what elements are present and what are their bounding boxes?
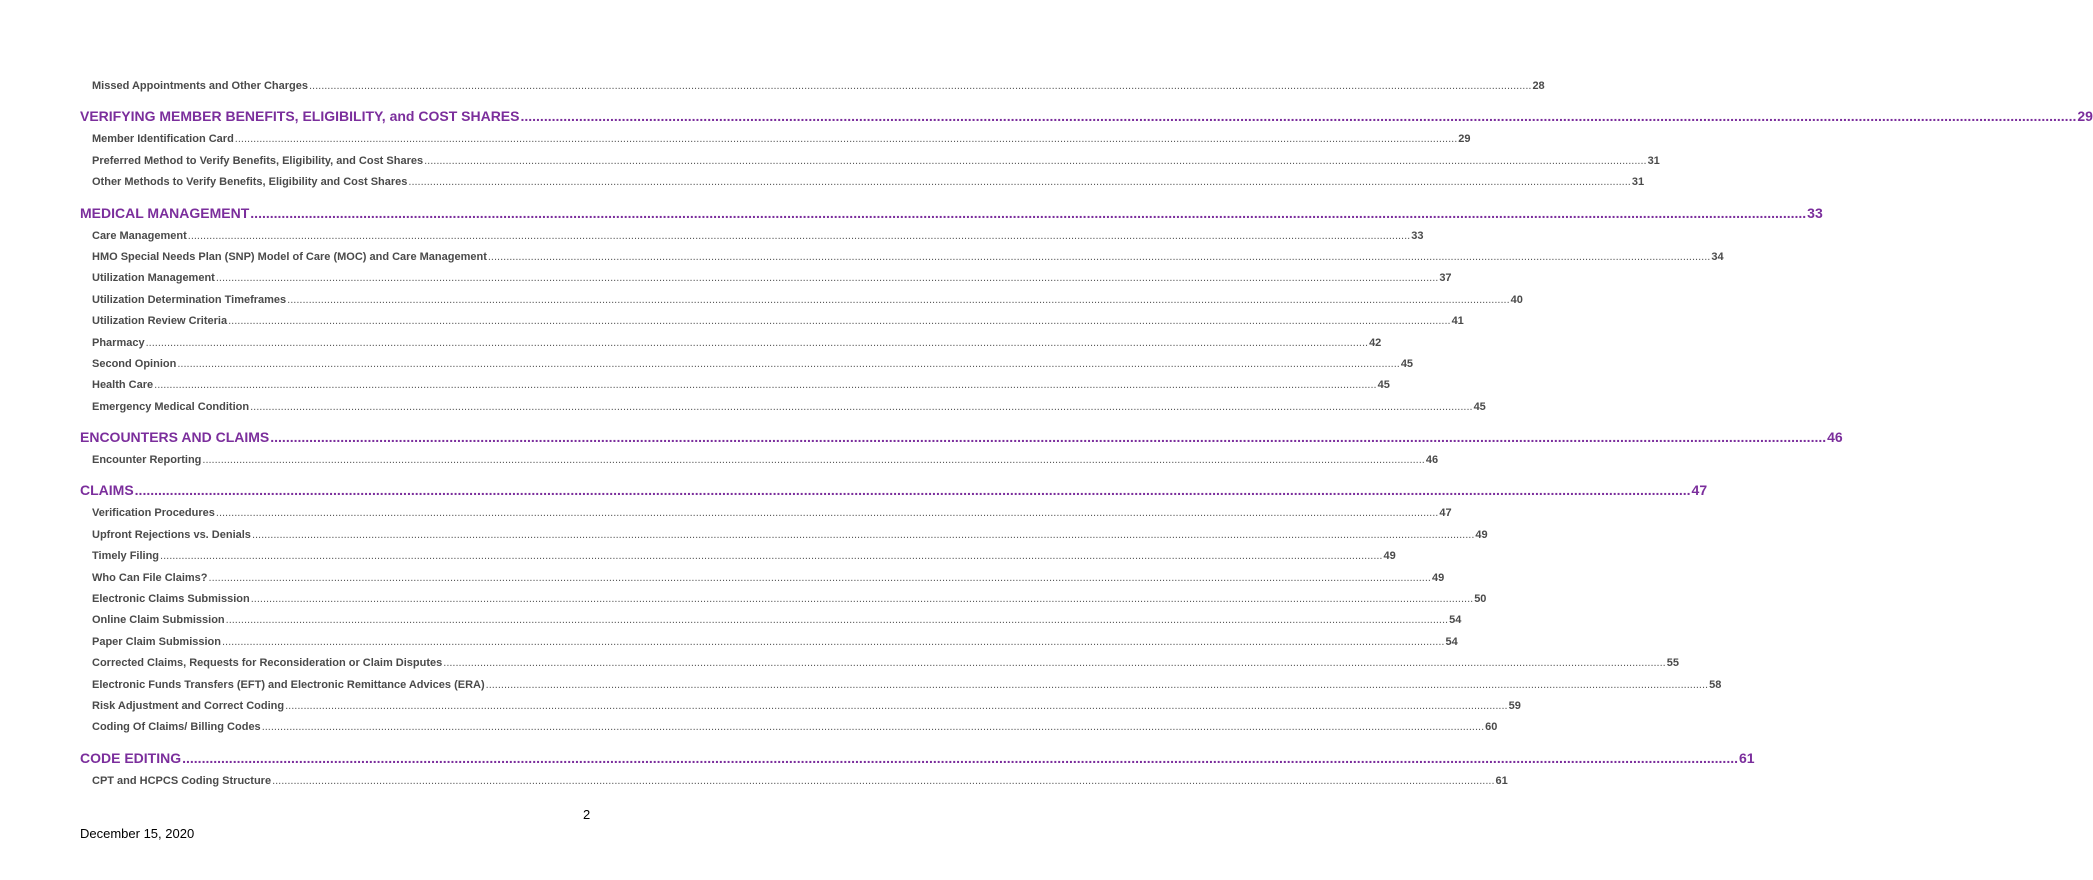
toc-entry-page: 31 xyxy=(1647,154,1660,167)
dot-leader: ................................................................................................................................................................................................................................................................................................................................................................................................................ xyxy=(287,293,1510,306)
toc-entry-page: 42 xyxy=(1369,336,1382,349)
toc-entry-page: 54 xyxy=(1449,614,1462,627)
toc-entry-page: 50 xyxy=(1474,593,1487,606)
toc-entry-page: 31 xyxy=(1631,176,1645,189)
toc-entry-page: 33 xyxy=(1411,229,1424,242)
dot-leader: ................................................................................................................................................................................................................................................................................................................................................................................................................ xyxy=(487,250,1711,263)
toc-entry[interactable] xyxy=(80,546,1396,567)
toc-entry[interactable] xyxy=(80,568,1445,589)
dot-leader: ................................................................................................................................................................................................................................................................................................................................................................................................................ xyxy=(251,528,1475,541)
toc-entry[interactable] xyxy=(80,771,1508,792)
toc-entry-title: Risk Adjustment and Correct Coding xyxy=(92,699,285,712)
dot-leader: ................................................................................................................................................................................................................................................................................................................................................................................................................ xyxy=(208,571,1431,584)
dot-leader: ................................................................................................................................................................................................................................................................................................................................................................................................................ xyxy=(215,272,1439,285)
toc-entry[interactable] xyxy=(80,503,1452,524)
toc-entry[interactable] xyxy=(80,354,1414,375)
dot-leader: ................................................................................................................................................................................................................................................................................................................................................................................................................ xyxy=(221,635,1445,648)
toc-entry[interactable] xyxy=(80,675,1722,696)
toc-entry-title: Encounter Reporting xyxy=(92,454,202,467)
toc-entry-title: Timely Filing xyxy=(92,550,160,563)
dot-leader: ................................................................................................................................................................................................................................................................................................................................................................................................................ xyxy=(250,593,1474,606)
toc-entry-page: 28 xyxy=(1532,80,1545,92)
dot-leader: ................................................................................................................................................................................................................................................................................................................................................................................................................ xyxy=(154,379,1377,392)
toc-entry[interactable] xyxy=(80,632,1458,653)
dot-leader: ................................................................................................................................................................................................................................................................................................................................................................................................................ xyxy=(250,400,1473,413)
toc-entry-title: CLAIMS xyxy=(80,482,134,499)
toc-entry-page: 34 xyxy=(1711,250,1724,263)
dot-leader: ................................................................................................................................................................................................................................................................................................................................................................................................................ xyxy=(225,614,1449,627)
toc-entry-page: 45 xyxy=(1400,357,1414,370)
dot-leader: ................................................................................................................................................................................................................................................................................................................................................................................................................ xyxy=(182,749,1738,766)
toc-entry-title: CODE EDITING xyxy=(80,749,182,766)
toc-entry[interactable] xyxy=(80,450,1439,471)
toc-entry-title: Missed Appointments and Other Charges xyxy=(92,80,308,92)
dot-leader: ................................................................................................................................................................................................................................................................................................................................................................................................................ xyxy=(145,336,1369,349)
toc-entry[interactable] xyxy=(80,397,1486,418)
toc-entry-title: Electronic Funds Transfers (EFT) and Electronic Remittance Advices (ERA) xyxy=(92,678,485,691)
dot-leader: ................................................................................................................................................................................................................................................................................................................................................................................................................ xyxy=(234,133,1458,146)
dot-leader: ................................................................................................................................................................................................................................................................................................................................................................................................................ xyxy=(215,507,1439,520)
toc-entry[interactable] xyxy=(80,151,1660,172)
table-of-contents xyxy=(80,76,2093,792)
toc-entry-page: 29 xyxy=(2077,108,2093,125)
toc-entry[interactable] xyxy=(80,333,1382,354)
toc-entry[interactable] xyxy=(80,172,1645,193)
toc-entry-title: HMO Special Needs Plan (SNP) Model of Care (MOC) and Care Management xyxy=(92,250,487,263)
dot-leader: ................................................................................................................................................................................................................................................................................................................................................................................................................ xyxy=(443,657,1666,670)
dot-leader: ................................................................................................................................................................................................................................................................................................................................................................................................................ xyxy=(187,229,1411,242)
toc-entry[interactable] xyxy=(80,311,1464,332)
toc-entry-title: Online Claim Submission xyxy=(92,614,225,627)
toc-entry-page: 37 xyxy=(1439,272,1452,285)
toc-entry[interactable] xyxy=(80,717,1498,738)
toc-section-heading[interactable] xyxy=(80,200,1823,226)
toc-entry[interactable] xyxy=(80,290,1523,311)
toc-entry-title: Utilization Determination Timeframes xyxy=(92,293,287,306)
toc-entry-page: 58 xyxy=(1709,678,1722,691)
dot-leader: ................................................................................................................................................................................................................................................................................................................................................................................................................ xyxy=(134,482,1691,499)
toc-entry-title: Who Can File Claims? xyxy=(92,571,208,584)
toc-entry-title: MEDICAL MANAGEMENT xyxy=(80,204,250,221)
dot-leader: ................................................................................................................................................................................................................................................................................................................................................................................................................ xyxy=(485,678,1709,691)
toc-entry-title: Corrected Claims, Requests for Reconsideration or Claim Disputes xyxy=(92,657,443,670)
toc-entry-title: ENCOUNTERS AND CLAIMS xyxy=(80,429,270,446)
toc-entry-title: Second Opinion xyxy=(92,357,177,370)
dot-leader: ................................................................................................................................................................................................................................................................................................................................................................................................................ xyxy=(308,80,1532,92)
toc-section-heading[interactable] xyxy=(80,477,1708,503)
toc-entry-title: Utilization Management xyxy=(92,272,215,285)
toc-entry-page: 46 xyxy=(1827,429,1843,446)
toc-entry-title: Preferred Method to Verify Benefits, Eligibility, and Cost Shares xyxy=(92,154,424,167)
dot-leader: ................................................................................................................................................................................................................................................................................................................................................................................................................ xyxy=(250,204,1807,221)
toc-entry-title: Emergency Medical Condition xyxy=(92,400,250,413)
toc-section-heading[interactable] xyxy=(80,103,2093,129)
dot-leader: ................................................................................................................................................................................................................................................................................................................................................................................................................ xyxy=(202,454,1425,467)
dot-leader: ................................................................................................................................................................................................................................................................................................................................................................................................................ xyxy=(520,108,2077,125)
toc-entry-page: 54 xyxy=(1445,635,1458,648)
toc-entry-page: 33 xyxy=(1807,204,1823,221)
toc-entry-page: 49 xyxy=(1431,571,1445,584)
toc-entry-page: 47 xyxy=(1439,507,1452,520)
toc-entry-page: 55 xyxy=(1666,657,1679,670)
toc-entry-page: 46 xyxy=(1425,454,1439,467)
toc-entry[interactable] xyxy=(80,375,1390,396)
toc-entry[interactable] xyxy=(80,525,1488,546)
toc-entry-page: 45 xyxy=(1473,400,1486,413)
toc-entry-title: CPT and HCPCS Coding Structure xyxy=(92,774,272,787)
toc-entry-title: Coding Of Claims/ Billing Codes xyxy=(92,721,261,734)
dot-leader: ................................................................................................................................................................................................................................................................................................................................................................................................................ xyxy=(177,357,1400,370)
toc-entry[interactable] xyxy=(80,226,1424,247)
toc-entry-title: Member Identification Card xyxy=(92,133,234,146)
dot-leader: ................................................................................................................................................................................................................................................................................................................................................................................................................ xyxy=(270,429,1827,446)
toc-entry-title: Verification Procedures xyxy=(92,507,215,520)
toc-entry-page: 47 xyxy=(1691,482,1708,499)
toc-entry-page: 59 xyxy=(1508,699,1521,712)
toc-entry-page: 45 xyxy=(1377,379,1390,392)
dot-leader: ................................................................................................................................................................................................................................................................................................................................................................................................................ xyxy=(272,774,1495,787)
toc-entry[interactable] xyxy=(80,76,1545,97)
toc-entry-title: Utilization Review Criteria xyxy=(92,315,228,328)
toc-entry-page: 61 xyxy=(1495,774,1508,787)
toc-entry[interactable] xyxy=(80,653,1679,674)
toc-entry-page: 49 xyxy=(1383,550,1396,563)
toc-entry[interactable] xyxy=(80,610,1462,631)
toc-entry[interactable] xyxy=(80,247,1724,268)
footer-date: December 15, 2020 xyxy=(80,826,195,841)
toc-section-heading[interactable] xyxy=(80,745,1755,771)
toc-entry-title: Upfront Rejections vs. Denials xyxy=(92,528,251,541)
dot-leader: ................................................................................................................................................................................................................................................................................................................................................................................................................ xyxy=(424,154,1647,167)
toc-entry-page: 40 xyxy=(1510,293,1523,306)
toc-entry-page: 61 xyxy=(1738,749,1755,766)
toc-entry-title: Paper Claim Submission xyxy=(92,635,221,648)
toc-entry[interactable] xyxy=(80,589,1487,610)
toc-entry[interactable] xyxy=(80,268,1452,289)
dot-leader: ................................................................................................................................................................................................................................................................................................................................................................................................................ xyxy=(261,721,1485,734)
toc-entry-title: Pharmacy xyxy=(92,336,145,349)
toc-entry-title: Care Management xyxy=(92,229,187,242)
toc-entry-title: Other Methods to Verify Benefits, Eligibility and Cost Shares xyxy=(92,176,408,189)
dot-leader: ................................................................................................................................................................................................................................................................................................................................................................................................................ xyxy=(160,550,1383,563)
toc-entry-page: 41 xyxy=(1451,315,1464,328)
page-number: 2 xyxy=(583,807,591,822)
toc-entry-title: Electronic Claims Submission xyxy=(92,593,250,606)
dot-leader: ................................................................................................................................................................................................................................................................................................................................................................................................................ xyxy=(228,315,1451,328)
dot-leader: ................................................................................................................................................................................................................................................................................................................................................................................................................ xyxy=(408,176,1631,189)
toc-entry[interactable] xyxy=(80,696,1521,717)
toc-entry-page: 60 xyxy=(1485,721,1498,734)
toc-entry[interactable] xyxy=(80,129,1471,150)
toc-entry-page: 29 xyxy=(1458,133,1471,146)
toc-section-heading[interactable] xyxy=(80,424,1843,450)
dot-leader: ................................................................................................................................................................................................................................................................................................................................................................................................................ xyxy=(285,699,1508,712)
toc-entry-title: VERIFYING MEMBER BENEFITS, ELIGIBILITY, and COST SHARES xyxy=(80,108,520,125)
toc-entry-title: Health Care xyxy=(92,379,154,392)
toc-entry-page: 49 xyxy=(1475,528,1488,541)
